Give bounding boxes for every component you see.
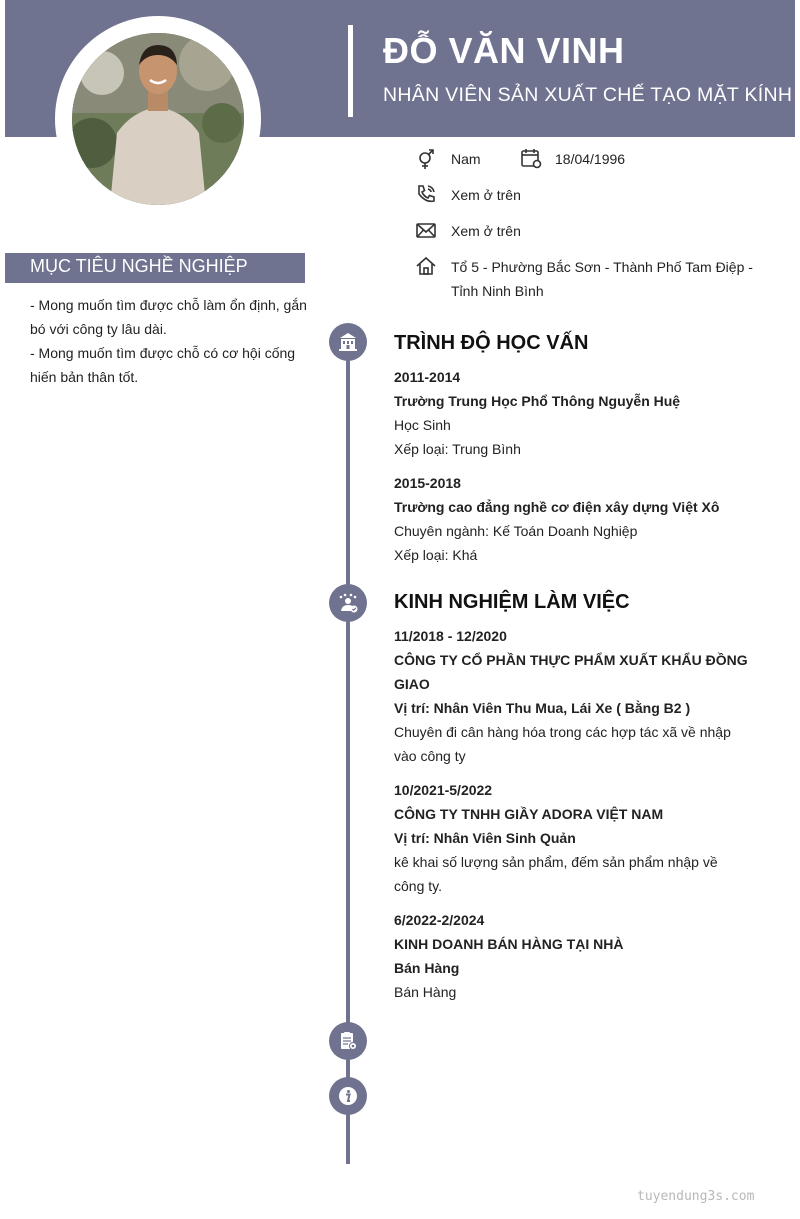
education-period: 2015-2018	[394, 475, 461, 491]
experience-title: KINH NGHIỆM LÀM VIỆC	[394, 591, 630, 613]
experience-period: 11/2018 - 12/2020	[394, 628, 507, 644]
avatar	[72, 33, 244, 205]
experience-description: vào công ty	[394, 748, 466, 764]
experience-description: công ty.	[394, 878, 442, 894]
education-detail: Học Sinh	[394, 417, 451, 433]
experience-position: Vị trí: Nhân Viên Thu Mua, Lái Xe ( Bằng B2 )	[394, 700, 691, 716]
experience-description: Chuyên đi cân hàng hóa trong các hợp tác xã về nhập	[394, 724, 731, 740]
info-icon	[329, 1077, 367, 1115]
gender-value: Nam	[451, 151, 481, 167]
calendar-icon	[520, 147, 542, 169]
experience-description: Bán Hàng	[394, 984, 457, 1000]
candidate-name: ĐỖ VĂN VINH	[383, 30, 625, 71]
phone-icon	[415, 183, 437, 205]
objective-line: - Mong muốn tìm được chỗ làm ổn định, gắn	[30, 297, 307, 313]
experience-description: kê khai số lượng sản phẩm, đếm sản phẩm nhập về	[394, 854, 718, 870]
experience-position: Vị trí: Nhân Viên Sinh Quản	[394, 830, 576, 846]
objective-line: hiến bản thân tốt.	[30, 369, 139, 385]
header-divider	[348, 25, 353, 117]
experience-company: KINH DOANH BÁN HÀNG TẠI NHÀ	[394, 936, 624, 952]
education-period: 2011-2014	[394, 369, 461, 385]
education-grade: Xếp loại: Khá	[394, 547, 478, 563]
experience-company: GIAO	[394, 676, 430, 692]
education-school: Trường Trung Học Phổ Thông Nguyễn Huệ	[394, 393, 681, 409]
watermark: tuyendung3s.com	[637, 1189, 755, 1204]
objective-title: MỤC TIÊU NGHỀ NGHIỆP	[30, 256, 248, 276]
experience-period: 6/2022-2/2024	[394, 912, 485, 928]
phone-value: Xem ở trên	[451, 187, 521, 203]
mail-icon	[415, 220, 437, 242]
experience-position: Bán Hàng	[394, 960, 460, 976]
experience-company: CÔNG TY TNHH GIẦY ADORA VIỆT NAM	[394, 806, 664, 822]
school-icon	[329, 323, 367, 361]
education-grade: Xếp loại: Trung Bình	[394, 441, 521, 457]
objective-text	[30, 293, 315, 389]
experience-period: 10/2021-5/2022	[394, 782, 493, 798]
education-detail: Chuyên ngành: Kế Toán Doanh Nghiệp	[394, 523, 638, 539]
address-line-1: Tổ 5 - Phường Bắc Sơn - Thành Phố Tam Điệp -	[451, 259, 753, 275]
gender-icon	[415, 148, 437, 170]
birthday-value: 18/04/1996	[555, 151, 626, 167]
email-value: Xem ở trên	[451, 223, 521, 239]
job-title: NHÂN VIÊN SẢN XUẤT CHẾ TẠO MẶT KÍNH	[383, 84, 793, 106]
address-line-2: Tỉnh Ninh Bình	[451, 283, 544, 299]
objective-line: bó với công ty lâu dài.	[30, 321, 167, 337]
education-school: Trường cao đẳng nghề cơ điện xây dựng Việt Xô	[394, 499, 720, 515]
certificate-icon	[329, 1022, 367, 1060]
objective-line: - Mong muốn tìm được chỗ có cơ hội cống	[30, 345, 296, 361]
education-title: TRÌNH ĐỘ HỌC VẤN	[394, 332, 589, 354]
home-icon	[415, 255, 437, 277]
experience-company: CÔNG TY CỔ PHẦN THỰC PHẨM XUẤT KHẨU ĐỒNG	[394, 652, 748, 668]
experience-icon	[329, 584, 367, 622]
